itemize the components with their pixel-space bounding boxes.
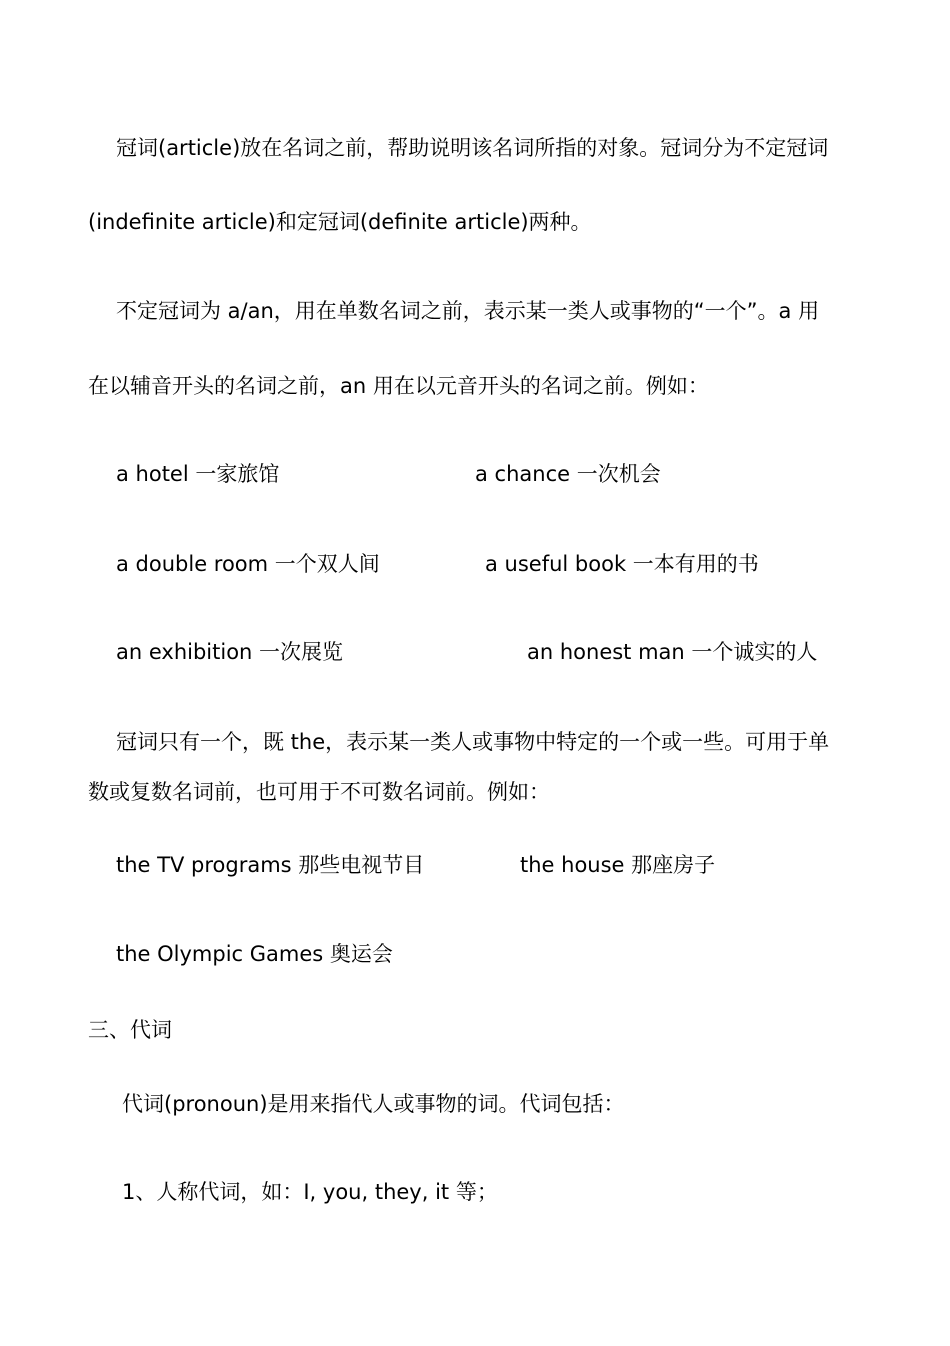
paragraph-articles-line-2: (indefinite article)和定冠词(definite article)两种。 [88,210,592,234]
example-an-honest-man: an honest man 一个诚实的人 [527,640,818,664]
paragraph-pronouns: 代词(pronoun)是用来指代人或事物的词。代词包括： [122,1092,625,1116]
example-the-tv-programs: the TV programs 那些电视节目 [116,853,425,877]
paragraph-articles-line-1: 冠词(article)放在名词之前，帮助说明该名词所指的对象。冠词分为不定冠词 [116,136,829,160]
paragraph-definite-line-2: 数或复数名词前，也可用于不可数名词前。例如： [88,780,550,804]
paragraph-definite-line-1: 冠词只有一个，既 the，表示某一类人或事物中特定的一个或一些。可用于单 [116,730,830,754]
section-heading-pronouns: 三、代词 [88,1018,172,1042]
list-item-personal-pronouns: 1、人称代词，如：I, you, they, it 等； [122,1180,498,1204]
example-the-house: the house 那座房子 [520,853,716,877]
paragraph-indefinite-line-2: 在以辅音开头的名词之前，an 用在以元音开头的名词之前。例如： [88,374,709,398]
example-a-chance: a chance 一次机会 [475,462,661,486]
example-an-exhibition: an exhibition 一次展览 [116,640,344,664]
example-a-useful-book: a useful book 一本有用的书 [485,552,759,576]
example-the-olympic-games: the Olympic Games 奥运会 [116,942,393,966]
paragraph-indefinite-line-1: 不定冠词为 a/an，用在单数名词之前，表示某一类人或事物的“一个”。a 用 [116,299,820,323]
example-a-hotel: a hotel 一家旅馆 [116,462,280,486]
example-a-double-room: a double room 一个双人间 [116,552,380,576]
